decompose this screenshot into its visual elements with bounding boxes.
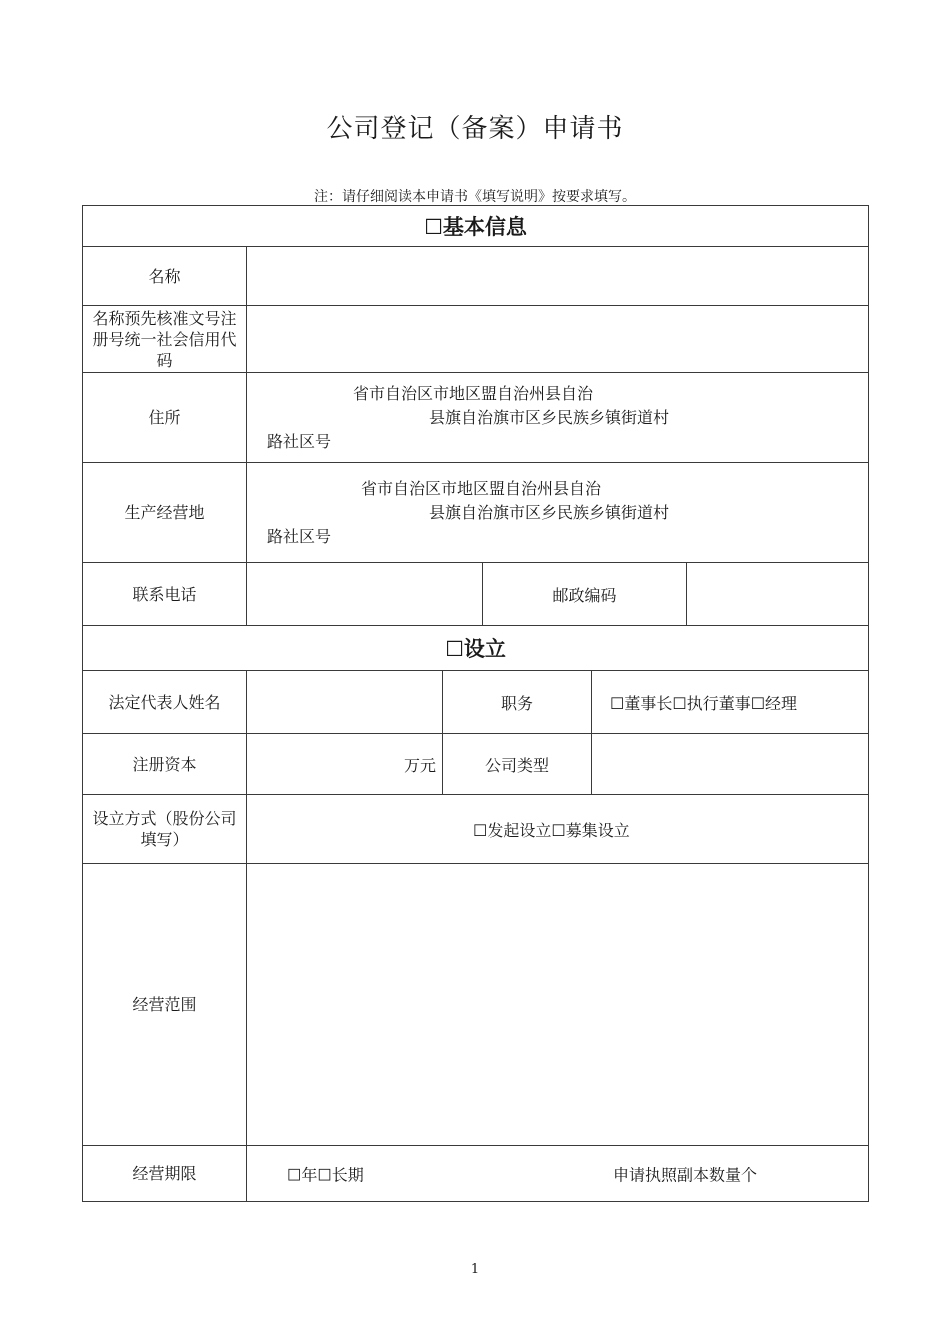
- establish-method-label: 设立方式（股份公司填写）: [83, 795, 247, 864]
- name-field[interactable]: [247, 247, 869, 306]
- company-type-label: 公司类型: [443, 734, 592, 795]
- phone-label: 联系电话: [83, 563, 247, 626]
- postcode-label: 邮政编码: [483, 563, 687, 626]
- business-scope-label: 经营范围: [83, 864, 247, 1146]
- operating-term-label: 经营期限: [83, 1146, 247, 1202]
- business-place-line-1: 省市自治区市地区盟自治州县自治: [361, 478, 602, 498]
- registration-code-label: 名称预先核准文号注册号统一社会信用代码: [83, 306, 247, 373]
- application-form-table: [82, 205, 869, 1202]
- address-field[interactable]: [247, 373, 869, 463]
- business-place-line-2: 县旗自治旗市区乡民族乡镇街道村: [429, 502, 670, 522]
- address-label: 住所: [83, 373, 247, 463]
- capital-unit: 万元: [403, 755, 436, 775]
- business-scope-field[interactable]: [247, 864, 869, 1146]
- operating-term-options[interactable]: ☐年☐长期: [287, 1165, 364, 1184]
- section-header-basic-info: ☐基本信息: [83, 206, 869, 247]
- capital-label: 注册资本: [83, 734, 247, 795]
- establish-method-options[interactable]: ☐发起设立☐募集设立: [247, 795, 869, 864]
- page-title: 公司登记（备案）申请书: [326, 114, 624, 144]
- position-options[interactable]: ☐董事长☐执行董事☐经理: [592, 671, 869, 734]
- legal-rep-field[interactable]: [247, 671, 443, 734]
- business-place-line-3: 路社区号: [267, 526, 332, 546]
- position-label: 职务: [443, 671, 592, 734]
- address-line-2: 县旗自治旗市区乡民族乡镇街道村: [429, 407, 670, 427]
- name-label: 名称: [83, 247, 247, 306]
- page-number: 1: [470, 1262, 480, 1277]
- phone-field[interactable]: [247, 563, 483, 626]
- fill-note: 注：请仔细阅读本申请书《填写说明》按要求填写。: [314, 189, 636, 205]
- section-header-establish: ☐设立: [83, 626, 869, 671]
- company-type-field[interactable]: [592, 734, 869, 795]
- capital-field[interactable]: [247, 734, 443, 795]
- license-copies-label: 申请执照副本数量个: [613, 1165, 758, 1184]
- business-place-field[interactable]: [247, 463, 869, 563]
- legal-rep-label: 法定代表人姓名: [83, 671, 247, 734]
- postcode-field[interactable]: [687, 563, 869, 626]
- business-place-label: 生产经营地: [83, 463, 247, 563]
- address-line-1: 省市自治区市地区盟自治州县自治: [353, 383, 594, 403]
- operating-term-field[interactable]: [247, 1146, 869, 1202]
- registration-code-field[interactable]: [247, 306, 869, 373]
- address-line-3: 路社区号: [267, 431, 332, 451]
